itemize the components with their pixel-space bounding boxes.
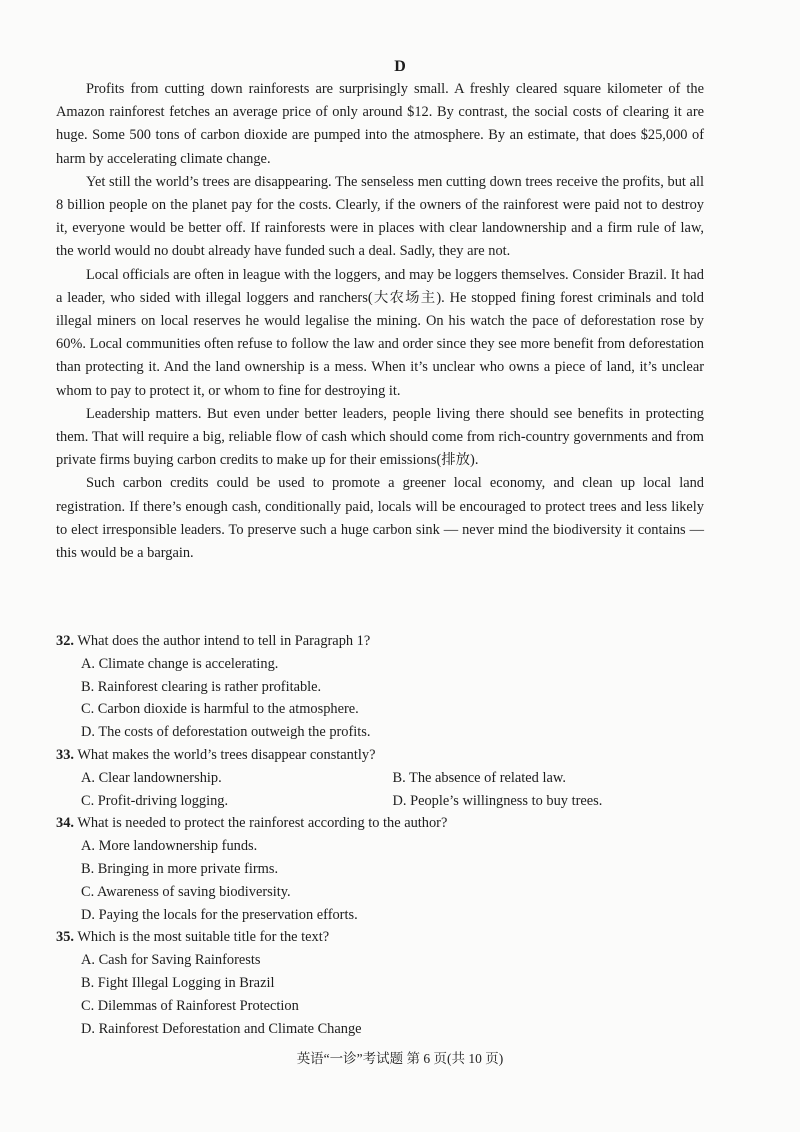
section-heading: D [394,58,406,75]
question-text: What makes the world’s trees disappear constantly? [77,746,376,763]
question-35 [56,926,704,1040]
question-text: What is needed to protect the rainforest according to the author? [77,815,448,832]
question-32 [56,630,704,744]
option-a: A. Cash for Saving Rainforests [81,952,261,969]
question-33 [56,744,704,812]
option-d: D. People’s willingness to buy trees. [392,792,603,809]
passage-paragraph-4: Leadership matters. But even under better leaders, people living there should see benefits in protecting them. That will require a big, reliable flow of cash which should come from rich-country governments and from private firms buying carbon credits to make up for their emissions(排放). [56,405,704,469]
question-34 [56,812,704,926]
option-b: B. The absence of related law. [392,769,566,786]
passage-paragraph-2: Yet still the world’s trees are disappearing. The senseless men cutting down trees receive the profits, but all 8 billion people on the planet pay for the costs. Clearly, if the owners of the rainforest were paid not to destroy it, everyone would be better off. If rainforests were in places with clear landownership and a firm rule of law, the world would no doubt already have funded such a deal. Sadly, they are not. [56,173,704,260]
option-b: B. Rainforest clearing is rather profitable. [81,678,322,695]
option-row [56,767,704,790]
question-number: 32. [56,633,74,649]
passage-paragraph-3: Local officials are often in league with the loggers, and may be loggers themselves. Consider Brazil. It had a leader, who sided with illegal loggers and ranchers(大农场主). He stopped fining forest criminals and told illegal miners on local reserves he would legalise the mining. On his watch the pace of deforestation rose by 60%. Local communities often refuse to follow the law and order since they see more benefit from deforestation than protecting it. And the land ownership is a mess. When it’s unclear who owns a piece of land, it’s unclear whom to pay to protect it, or whom to fine for destroying it. [56,266,704,399]
question-number: 34. [56,815,74,832]
question-stem [56,630,704,653]
question-stem [56,812,704,835]
option-c: C. Profit-driving logging. [81,792,229,809]
passage-paragraph-5: Such carbon credits could be used to promote a greener local economy, and clean up local land registration. If there’s enough cash, conditionally paid, locals will be encouraged to protect trees and less likely to elect irresponsible leaders. To preserve such a huge carbon sink — never mind the biodiversity it contains — this would be a bargain. [56,475,704,562]
option-d: D. The costs of deforestation outweigh the profits. [81,724,371,741]
reading-passage [56,78,704,565]
question-stem [56,926,704,949]
question-text: What does the author intend to tell in Paragraph 1? [77,633,371,649]
option-a: A. Climate change is accelerating. [81,655,279,672]
option-a: A. More landownership funds. [81,838,258,855]
option-c: C. Carbon dioxide is harmful to the atmosphere. [81,701,359,718]
question-stem [56,744,704,767]
option-d: D. Paying the locals for the preservation efforts. [81,906,358,923]
option-a: A. Clear landownership. [81,769,222,786]
option-c: C. Dilemmas of Rainforest Protection [81,997,299,1014]
question-text: Which is the most suitable title for the text? [77,929,330,946]
question-number: 33. [56,746,74,763]
passage-paragraph-1: Profits from cutting down rainforests are surprisingly small. A freshly cleared square kilometer of the Amazon rainforest fetches an average price of only around $12. By contrast, the social costs of clearing it are huge. Some 500 tons of carbon dioxide are pumped into the atmosphere. By an estimate, that does $25,000 of harm by accelerating climate change. [56,81,704,167]
option-c: C. Awareness of saving biodiversity. [81,883,291,900]
question-list [56,630,704,1040]
option-b: B. Fight Illegal Logging in Brazil [81,974,275,991]
option-b: B. Bringing in more private firms. [81,860,279,877]
option-row [56,790,704,813]
page-footer: 英语“一诊”考试题 第 6 页(共 10 页) [296,1051,504,1066]
question-number: 35. [56,929,74,946]
option-d: D. Rainforest Deforestation and Climate Change [81,1020,362,1037]
